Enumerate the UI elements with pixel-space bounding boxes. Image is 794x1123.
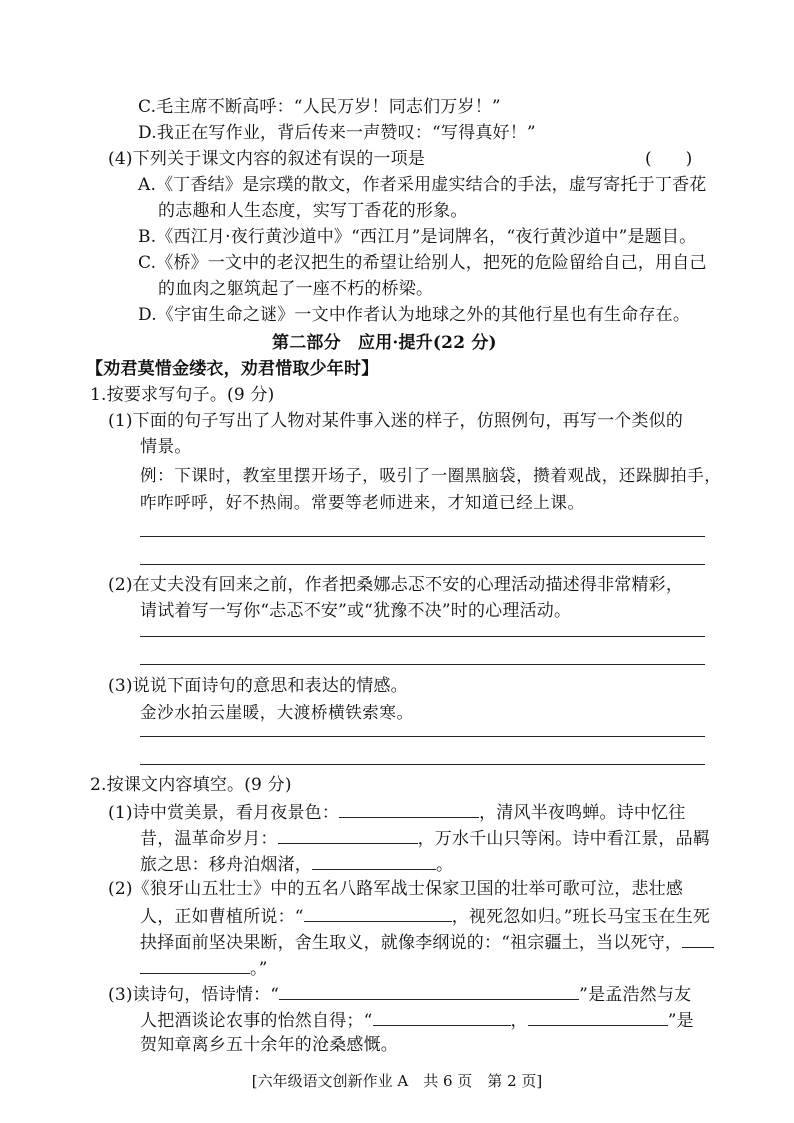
part2-title: 第二部分 应用·提升(22 分) <box>272 333 497 353</box>
text: ，万水千山只等闲。诗中看江景，品羁 <box>417 829 711 849</box>
text: (1)诗中赏美景，看月夜景色： <box>108 803 340 823</box>
answer-parentheses[interactable]: ( ) <box>645 149 693 169</box>
text: (3)读诗句，悟诗情：“ <box>108 985 280 1005</box>
fill-blank[interactable] <box>682 928 714 948</box>
s1-q1-line2: 情景。 <box>140 437 192 457</box>
text: 人把酒谈论农事的怡然自得；“ <box>140 1011 373 1031</box>
fill-blank[interactable] <box>312 850 436 870</box>
s2-q3-line1 <box>108 980 691 1008</box>
s1-q2-line2: 请试着写一写你“忐忑不安”或“犹豫不决”时的心理活动。 <box>140 601 572 621</box>
s2-q2-line3 <box>140 928 714 956</box>
s2-q1-line3 <box>140 850 453 878</box>
section1-title: 1.按要求写句子。(9 分) <box>90 385 275 405</box>
fill-blank[interactable] <box>278 824 418 844</box>
fill-blank[interactable] <box>528 1006 668 1026</box>
text: 旅之思：移舟泊烟渚， <box>140 855 312 875</box>
s2-q3-line2 <box>140 1006 694 1034</box>
text: ，清风半夜鸣蝉。诗中忆往 <box>479 803 686 823</box>
answer-line[interactable] <box>140 736 705 737</box>
fill-blank[interactable] <box>279 980 579 1000</box>
text: ， <box>510 1011 528 1031</box>
s2-q2-line4 <box>140 954 268 982</box>
part2-motto: 【劝君莫惜金缕衣，劝君惜取少年时】 <box>86 359 379 379</box>
fill-blank[interactable] <box>140 954 250 974</box>
question-4-stem: (4)下列关于课文内容的叙述有误的一项是 <box>108 149 426 169</box>
q4-option-c-line1: C.《桥》一文中的老汉把生的希望让给别人，把死的危险留给自己，用自己 <box>138 253 707 273</box>
q4-option-d: D.《宇宙生命之谜》一文中作者认为地球之外的其他行星也有生命存在。 <box>138 305 691 325</box>
text: 昔，温革命岁月： <box>140 829 278 849</box>
answer-line[interactable] <box>140 636 705 637</box>
answer-line[interactable] <box>140 564 705 565</box>
text: 。” <box>250 959 268 979</box>
s1-q3-line1: (3)说说下面诗句的意思和表达的情感。 <box>108 676 408 696</box>
s1-q1-example-line1: 例：下课时，教室里摆开场子，吸引了一圈黑脑袋，攒着观战，还跺脚拍手， <box>140 466 722 485</box>
fill-blank[interactable] <box>304 902 452 922</box>
text: ，视死忽如归。”班长马宝玉在生死 <box>451 907 711 927</box>
text: 。 <box>436 855 454 875</box>
s1-q1-line1: (1)下面的句子写出了人物对某件事入迷的样子，仿照例句，再写一个类似的 <box>108 411 684 431</box>
q4-option-a-line2: 的志趣和人生态度，实写丁香花的形象。 <box>158 201 468 221</box>
s2-q3-line3: 贺知章离乡五十余年的沧桑感慨。 <box>140 1035 398 1055</box>
s2-q2-line1: (2)《狼牙山五壮士》中的五名八路军战士保家卫国的壮举可歌可泣，悲壮感 <box>108 879 684 899</box>
text: 抉择面前坚决果断，舍生取义，就像李纲说的：“祖宗疆土，当以死守， <box>140 933 683 953</box>
option-c-prev: C.毛主席不断高呼：“人民万岁！同志们万岁！” <box>138 97 501 117</box>
answer-line[interactable] <box>140 764 705 765</box>
answer-line[interactable] <box>140 536 705 537</box>
s2-q1-line2 <box>140 824 710 852</box>
s1-q2-line1: (2)在丈夫没有回来之前，作者把桑娜忐忑不安的心理活动描述得非常精彩， <box>108 575 684 595</box>
s2-q2-line2 <box>140 902 710 930</box>
s1-q3-poem: 金沙水拍云崖暖，大渡桥横铁索寒。 <box>140 703 414 722</box>
page-footer: [六年级语文创新作业 A 共 6 页 第 2 页] <box>251 1072 543 1090</box>
text: 人，正如曹植所说：“ <box>140 907 304 927</box>
s2-q1-line1 <box>108 798 686 826</box>
text: ”是孟浩然与友 <box>579 985 692 1005</box>
s1-q1-example-line2: 咋咋呼呼，好不热闹。常要等老师进来，才知道已经上课。 <box>140 493 585 512</box>
text: ”是 <box>667 1011 694 1031</box>
option-d-prev: D.我正在写作业，背后传来一声赞叹：“写得真好！” <box>138 123 536 143</box>
answer-line[interactable] <box>140 664 705 665</box>
fill-blank[interactable] <box>339 798 479 818</box>
section2-title: 2.按课文内容填空。(9 分) <box>90 775 292 795</box>
fill-blank[interactable] <box>373 1006 511 1026</box>
q4-option-c-line2: 的血肉之躯筑起了一座不朽的桥梁。 <box>158 279 434 299</box>
q4-option-a-line1: A.《丁香结》是宗璞的散文，作者采用虚实结合的手法，虚写寄托于丁香花 <box>138 175 707 195</box>
q4-option-b: B.《西江月·夜行黄沙道中》“西江月”是词牌名，“夜行黄沙道中”是题目。 <box>138 227 697 247</box>
